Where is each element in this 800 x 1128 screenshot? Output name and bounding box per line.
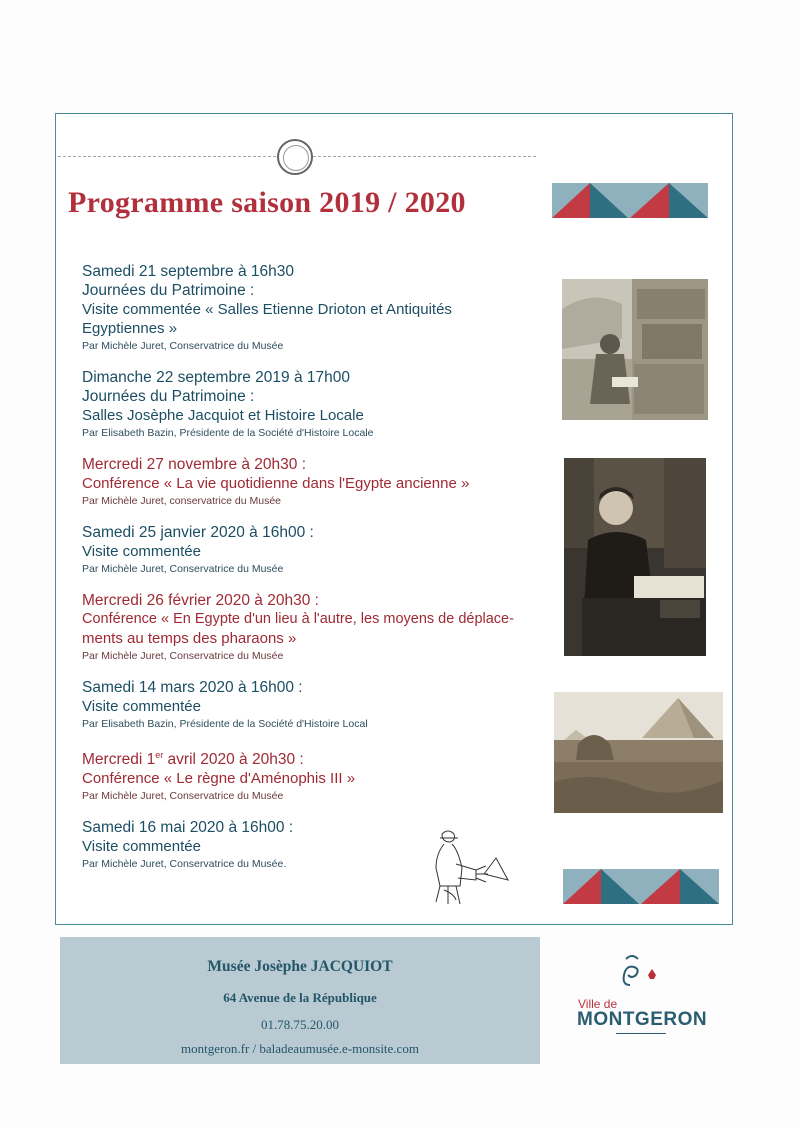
- event-item: [82, 523, 552, 577]
- event-item: [82, 746, 552, 804]
- event-presenter: Par Michèle Juret, Conservatrice du Musée: [82, 340, 284, 352]
- event-date: Samedi 21 septembre à 16h30: [82, 263, 294, 280]
- triangle-band-top-icon: [552, 183, 708, 218]
- event-presenter: Par Michèle Juret, Conservatrice du Musée: [82, 790, 284, 803]
- event-presenter: Par Michèle Juret, Conservatrice du Musée: [82, 563, 284, 575]
- event-date: Mercredi 27 novembre à 20h30 :: [82, 456, 307, 473]
- event-description: Conférence « En Egypte d'un lieu à l'autre, les moyens de déplace-: [82, 611, 514, 627]
- event-date-part: Mercredi 1: [82, 751, 156, 769]
- logo-city-name: MONTGERON: [577, 1009, 708, 1030]
- event-description: Conférence « La vie quotidienne dans l'Egypte ancienne »: [82, 475, 470, 492]
- event-date: Mercredi 26 février 2020 à 20h30 :: [82, 592, 319, 609]
- montgeron-logo: [568, 945, 718, 1045]
- logo-underline: [616, 1033, 666, 1034]
- event-presenter: Par Elisabeth Bazin, Présidente de la Société d'Histoire Local: [82, 718, 368, 730]
- event-heading: Journées du Patrimoine :: [82, 388, 255, 405]
- event-description: Visite commentée: [82, 543, 201, 560]
- page-title: Programme saison 2019 / 2020: [68, 186, 466, 219]
- event-description: Visite commentée: [82, 698, 201, 715]
- event-date: [82, 746, 552, 769]
- event-list: [82, 262, 552, 886]
- event-description: Visite commentée « Salles Etienne Drioton et Antiquités: [82, 301, 452, 318]
- photo-woman-at-desk: [564, 458, 706, 656]
- photo-woman-at-ruins: [562, 279, 708, 420]
- museum-address: 64 Avenue de la République: [223, 990, 377, 1005]
- event-item: [82, 818, 552, 872]
- event-date-part: avril 2020 à 20h30 :: [163, 751, 304, 769]
- event-date: Samedi 25 janvier 2020 à 16h00 :: [82, 524, 314, 541]
- triangle-band-bottom-icon: [563, 869, 719, 904]
- event-description-cont: Egyptiennes »: [82, 320, 178, 337]
- museum-links[interactable]: montgeron.fr / baladeaumusée.e-monsite.com: [181, 1041, 419, 1056]
- event-item: [82, 591, 552, 664]
- museum-phone: 01.78.75.20.00: [261, 1017, 339, 1032]
- event-date: Samedi 14 mars 2020 à 16h00 :: [82, 679, 303, 696]
- swan-leaf-icon: [568, 945, 718, 997]
- event-presenter: Par Elisabeth Bazin, Présidente de la Société d'Histoire Locale: [82, 427, 374, 439]
- event-description: Salles Josèphe Jacquiot et Histoire Locale: [82, 407, 364, 424]
- event-description: Conférence « Le règne d'Aménophis III »: [82, 770, 356, 788]
- event-presenter: Par Michèle Juret, Conservatrice du Musée.: [82, 858, 287, 871]
- punch-hole-icon: [277, 139, 313, 175]
- event-presenter: Par Michèle Juret, Conservatrice du Musée: [82, 650, 284, 662]
- event-presenter: Par Michèle Juret, conservatrice du Musée: [82, 495, 282, 507]
- event-item: [82, 455, 552, 509]
- event-item: [82, 262, 552, 354]
- event-item: [82, 678, 552, 732]
- photo-pyramids-sphinx: [554, 692, 723, 813]
- event-date: Samedi 16 mai 2020 à 16h00 :: [82, 819, 294, 837]
- event-heading: Journées du Patrimoine :: [82, 282, 255, 299]
- logo-ville-text: Ville de: [578, 997, 618, 1011]
- event-description: Visite commentée: [82, 838, 201, 856]
- event-date: Dimanche 22 septembre 2019 à 17h00: [82, 369, 350, 386]
- event-date-superscript: er: [155, 750, 164, 760]
- museum-info-box: [60, 937, 540, 1064]
- event-item: [82, 368, 552, 441]
- museum-name: Musée Josèphe JACQUIOT: [207, 958, 393, 975]
- event-description-cont: ments au temps des pharaons »: [82, 630, 297, 647]
